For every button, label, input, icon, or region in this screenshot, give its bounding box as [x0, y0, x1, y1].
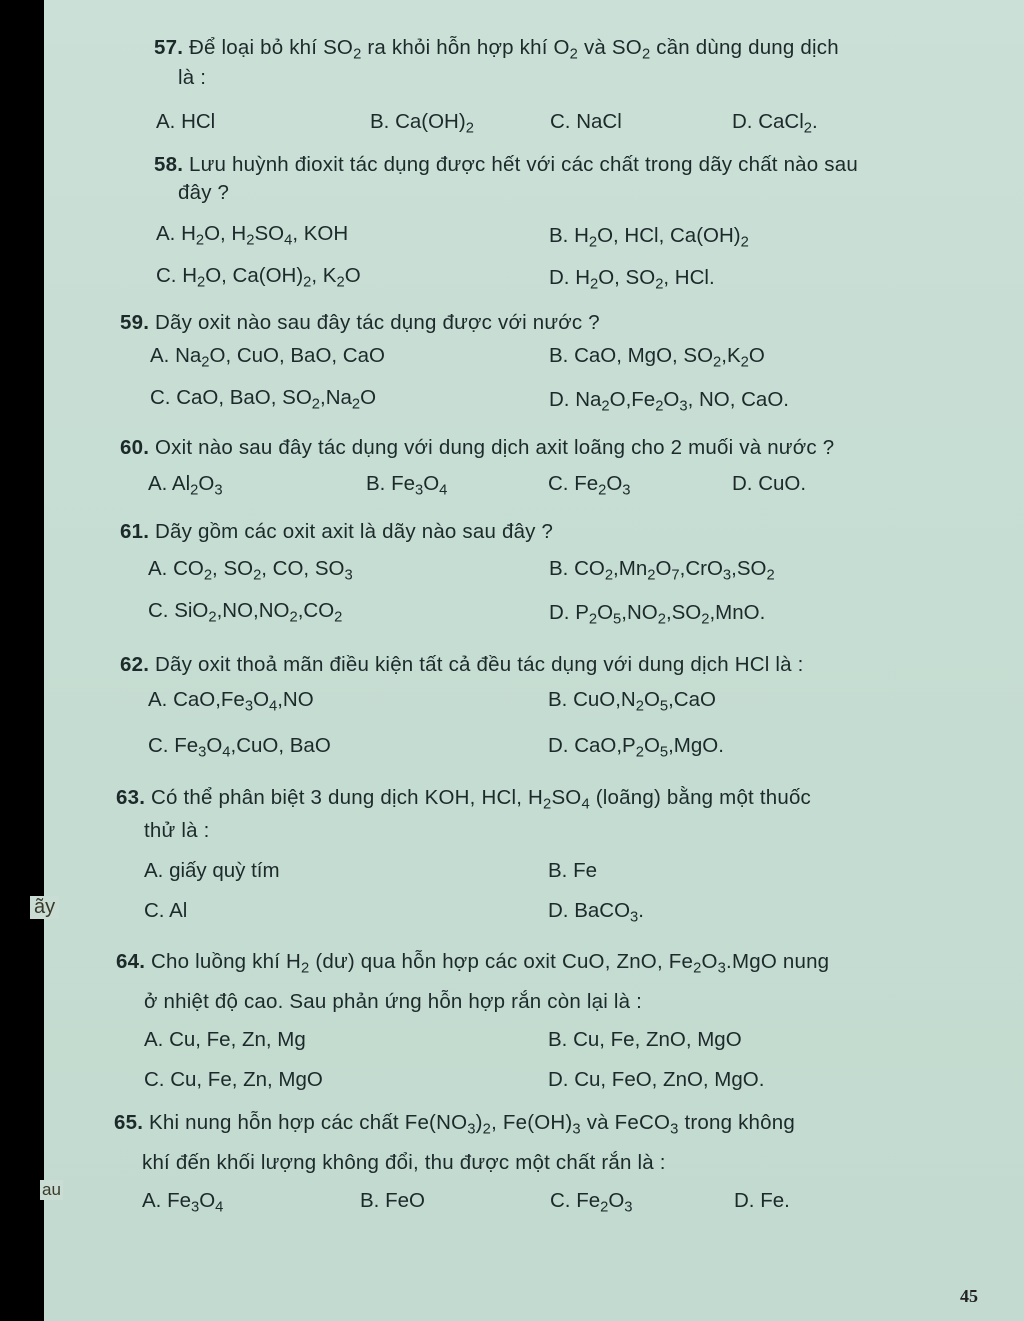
book-page [44, 0, 1024, 1321]
option-60-a[interactable]: A. $Al_2O_3$ [148, 472, 223, 499]
option-57-d[interactable]: D. CaCl$_2$. [732, 110, 818, 137]
option-58-d[interactable]: D. $H_2O$, $SO_2$, HCl. [549, 266, 715, 293]
option-64-b[interactable]: B. Cu, Fe, ZnO, MgO [548, 1028, 742, 1051]
option-63-b[interactable]: B. Fe [548, 859, 597, 882]
option-65-b[interactable]: B. FeO [360, 1189, 425, 1212]
option-61-d[interactable]: D. $P_2O_5,NO_2,SO_2,MnO$. [549, 601, 766, 628]
option-61-b[interactable]: B. $CO_2,Mn_2O_7,CrO_3,SO_2$ [549, 557, 775, 584]
question-63 [116, 784, 984, 845]
option-65-c[interactable]: C. $Fe_2O_3$ [550, 1189, 633, 1216]
question-62-text: 62. Dãy oxit thoả mãn điều kiện tất cả đều tác dụng với dung dịch HCl là : [120, 653, 804, 676]
option-57-a[interactable]: A. HCl [156, 110, 216, 133]
option-59-d[interactable]: D. $Na_2O,Fe_2O_3$, NO, CaO. [549, 388, 789, 415]
option-64-a[interactable]: A. Cu, Fe, Zn, Mg [144, 1028, 306, 1051]
question-63-text: 63. Có thể phân biệt 3 dung dịch KOH, HCl, $H_2SO_4$ (loãng) bằng một thuốc [116, 786, 811, 813]
option-61-a[interactable]: A. $CO_2$, $SO_2$, CO, $SO_3$ [148, 557, 353, 584]
option-65-d[interactable]: D. Fe. [734, 1189, 790, 1212]
question-64 [116, 948, 984, 1016]
option-57-b[interactable]: B. $Ca(OH)_2$ [370, 110, 474, 137]
question-59-text: 59. Dãy oxit nào sau đây tác dụng được với nước ? [120, 311, 600, 334]
question-64-text: 64. Cho luồng khí $H_2$ (dư) qua hỗn hợp các oxit CuO, ZnO, $Fe_2O_3.MgO$ nung [116, 950, 830, 977]
option-59-a[interactable]: A. $Na_2O$, CuO, BaO, CaO [150, 344, 385, 371]
question-58 [154, 151, 984, 207]
page-number: 45 [960, 1286, 978, 1306]
question-59 [120, 309, 984, 337]
option-58-a[interactable]: A. $H_2O$, $H_2SO_4$, KOH [156, 222, 349, 249]
option-65-a[interactable]: A. $Fe_3O_4$ [142, 1189, 224, 1216]
question-65 [114, 1109, 984, 1177]
option-64-d[interactable]: D. Cu, FeO, ZnO, MgO. [548, 1068, 765, 1091]
option-63-a[interactable]: A. giấy quỳ tím [144, 859, 280, 882]
option-62-a[interactable]: A. $CaO,Fe_3O_4,NO$ [148, 688, 314, 715]
option-60-c[interactable]: C. $Fe_2O_3$ [548, 472, 631, 499]
option-59-b[interactable]: B. CaO, MgO, $SO_2,K_2O$ [549, 344, 765, 371]
question-57-text-cont: là : [178, 66, 207, 89]
question-57-text: 57. Để loại bỏ khí $SO_2$ ra khỏi hỗn hợp khí $O_2$ và $SO_2$ cần dùng dung dịch [154, 36, 839, 63]
question-58-text-cont: đây ? [178, 181, 230, 204]
question-57 [154, 34, 984, 92]
option-59-c[interactable]: C. CaO, BaO, $SO_2,Na_2O$ [150, 386, 377, 413]
option-60-d[interactable]: D. CuO. [732, 472, 807, 495]
question-63-text-cont: thử là : [144, 819, 210, 842]
question-61 [120, 518, 984, 546]
question-60-text: 60. Oxit nào sau đây tác dụng với dung dịch axit loãng cho 2 muối và nước ? [120, 436, 835, 459]
question-58-text: 58. Lưu huỳnh đioxit tác dụng được hết với các chất trong dãy chất nào sau [154, 153, 858, 176]
question-61-text: 61. Dãy gồm các oxit axit là dãy nào sau đây ? [120, 520, 554, 543]
left-page-fragment-1: ãy [30, 896, 59, 919]
option-63-d[interactable]: D. BaCO$_3$. [548, 899, 644, 926]
question-65-text: 65. Khi nung hỗn hợp các chất $Fe(NO_3)_2$, $Fe(OH)_3$ và FeCO$_3$ trong không [114, 1111, 795, 1138]
option-62-d[interactable]: D. $CaO,P_2O_5,MgO$. [548, 734, 724, 761]
question-64-text-cont: ở nhiệt độ cao. Sau phản ứng hỗn hợp rắn còn lại là : [144, 990, 642, 1013]
option-60-b[interactable]: B. $Fe_3O_4$ [366, 472, 448, 499]
option-58-c[interactable]: C. $H_2O$, $Ca(OH)_2$, $K_2O$ [156, 264, 361, 291]
option-61-c[interactable]: C. $SiO_2,NO,NO_2,CO_2$ [148, 599, 343, 626]
option-58-b[interactable]: B. $H_2O$, HCl, $Ca(OH)_2$ [549, 224, 749, 251]
option-62-b[interactable]: B. $CuO,N_2O_5,CaO$ [548, 688, 716, 715]
option-63-c[interactable]: C. Al [144, 899, 188, 922]
option-64-c[interactable]: C. Cu, Fe, Zn, MgO [144, 1068, 323, 1091]
option-62-c[interactable]: C. $Fe_3O_4,CuO$, BaO [148, 734, 331, 761]
question-62 [120, 651, 984, 679]
question-60 [120, 434, 984, 462]
option-57-c[interactable]: C. NaCl [550, 110, 622, 133]
question-65-text-cont: khí đến khối lượng không đổi, thu được một chất rắn là : [142, 1151, 666, 1174]
left-page-fragment-2: au [42, 1180, 61, 1199]
